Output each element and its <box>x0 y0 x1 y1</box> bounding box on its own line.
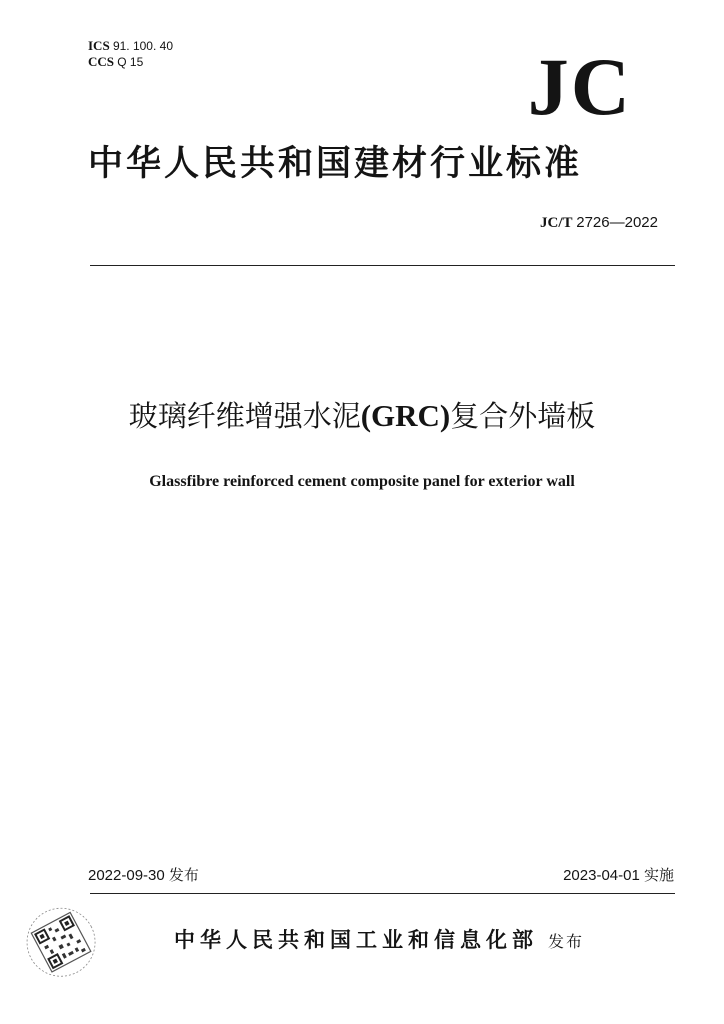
issue-date: 2022-09-30 发布 <box>88 866 199 884</box>
standard-number: JC/T 2726—2022 <box>539 214 658 231</box>
top-divider <box>90 265 675 266</box>
bottom-divider <box>90 893 675 894</box>
jc-logo: JC <box>527 41 632 132</box>
implementation-date: 2023-04-01 实施 <box>563 866 674 884</box>
publisher-name: 中华人民共和国工业和信息化部 <box>174 927 538 952</box>
qr-seal-graphic <box>18 904 106 984</box>
ics-code: ICS 91. 100. 40 <box>88 38 173 53</box>
ccs-code: CCS Q 15 <box>88 54 144 69</box>
document-title-en: Glassfibre reinforced cement composite panel for exterior wall <box>149 473 575 490</box>
document-title-zh: 玻璃纤维增强水泥(GRC)复合外墙板 <box>128 398 596 433</box>
standard-category-heading: 中华人民共和国建材行业标准 <box>88 143 583 184</box>
qr-code-seal-icon <box>18 904 106 984</box>
publish-label: 发布 <box>548 932 585 951</box>
